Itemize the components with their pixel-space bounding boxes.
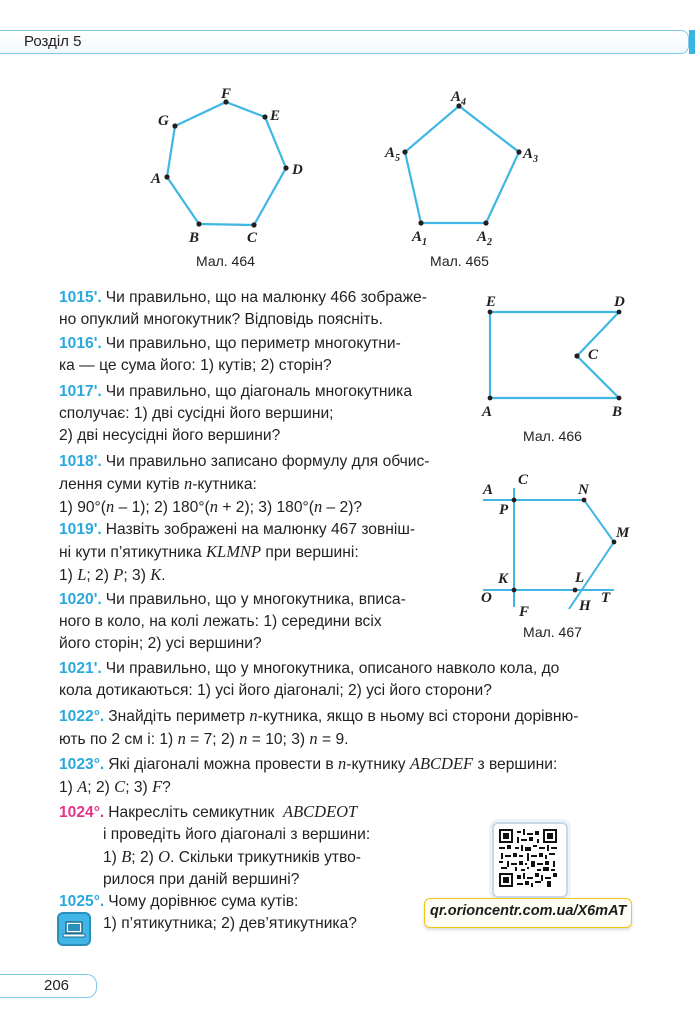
point-label: A xyxy=(482,404,493,420)
exercise-1016: 1016'. Чи правильно, що периметр многокутни- ка — це сума його: 1) кутів; 2) сторін? xyxy=(59,335,401,374)
point-label: $A_3$ xyxy=(523,146,539,165)
exercise-number: 1022°. xyxy=(59,708,105,725)
point-label: C xyxy=(588,347,599,363)
point-label: M xyxy=(616,525,630,541)
laptop-icon[interactable] xyxy=(57,912,91,946)
exercise-number: 1021'. xyxy=(59,660,102,677)
exercise-number: 1019'. xyxy=(59,521,102,538)
exercise-1024: 1024°. Накресліть семикутник ABCDEOT і проведіть його діагоналі з вершини: 1) B; 2) O. Скільки трикутників утво- рилося при даній вершині? xyxy=(59,802,371,888)
point-label: B xyxy=(189,230,200,246)
exercise-number: 1020'. xyxy=(59,591,102,608)
exercise-1015: 1015'. Чи правильно, що на малюнку 466 зображе- но опуклий многокутник? Відповідь поясніть. xyxy=(59,289,427,328)
exercise-1021: 1021'. Чи правильно, що у многокутника, описаного навколо кола, до кола дотикаються: 1) усі його діагоналі; 2) усі його сторони? xyxy=(59,660,560,699)
exercise-number: 1018'. xyxy=(59,453,102,470)
point-label: N xyxy=(578,482,589,498)
exercise-number: 1023°. xyxy=(59,756,105,773)
figure-467-caption: Мал. 467 xyxy=(523,624,582,640)
point-label: C xyxy=(247,230,258,246)
point-label: H xyxy=(579,598,591,614)
exercise-1023: 1023°. Які діагоналі можна провести в n-кутнику ABCDEF з вершини: 1) A; 2) C; 3) F? xyxy=(59,754,558,796)
point-label: G xyxy=(158,113,169,129)
figure-465-caption: Мал. 465 xyxy=(430,253,489,269)
point-label: O xyxy=(481,590,492,606)
exercise-number: 1016'. xyxy=(59,335,102,352)
point-label: A xyxy=(151,171,162,187)
point-label: $A_1$ xyxy=(412,229,428,248)
point-label: $A_2$ xyxy=(477,229,493,248)
exercise-number: 1017'. xyxy=(59,383,102,400)
point-label: E xyxy=(270,108,281,124)
point-label: D xyxy=(614,294,625,310)
figure-465 xyxy=(384,89,538,248)
point-label: K xyxy=(498,571,509,587)
figure-467 xyxy=(481,472,630,620)
qr-code[interactable] xyxy=(499,829,557,887)
point-label: A xyxy=(483,482,494,498)
point-label: $A_4$ xyxy=(451,89,467,108)
exercise-1022: 1022°. Знайдіть периметр n-кутника, якщо в ньому всі сторони дорівню- ють по 2 см і: 1) n = 7; 2) n = 10; 3) n = 9. xyxy=(59,706,579,748)
point-label: L xyxy=(575,570,585,586)
exercise-1018: 1018'. Чи правильно записано формулу для обчис- лення суми кутів n-кутника: 1) 90°(n – 1); 2) 180°(n + 2); 3) 180°(n – 2)? xyxy=(59,453,430,516)
exercise-number: 1024°. xyxy=(59,804,105,821)
section-title: Розділ 5 xyxy=(24,33,82,50)
figure-466-caption: Мал. 466 xyxy=(523,428,582,444)
exercise-1019: 1019'. Назвіть зображені на малюнку 467 зовніш- ні кути п’ятикутника KLMNP при вершині: 1) L; 2) P; 3) K. xyxy=(59,521,416,584)
exercise-number: 1015'. xyxy=(59,289,102,306)
point-label: P xyxy=(499,502,509,518)
point-label: F xyxy=(221,86,232,102)
page-number: 206 xyxy=(44,977,70,994)
point-label: C xyxy=(518,472,529,488)
qr-link-text[interactable]: qr.orioncentr.com.ua/X6mAT xyxy=(430,903,627,919)
exercise-1020: 1020'. Чи правильно, що у многокутника, вписа- ного в коло, на колі лежать: 1) середини всіх його сторін; 2) усі вершини? xyxy=(59,591,406,652)
point-label: $A_5$ xyxy=(385,145,401,164)
exercise-1025: 1025°. Чому дорівнює сума кутів: 1) п’ятикутника; 2) дев’ятикутника? xyxy=(59,893,357,932)
figure-464 xyxy=(150,86,303,246)
point-label: D xyxy=(292,162,303,178)
exercise-1017: 1017'. Чи правильно, що діагональ многокутника сполучає: 1) дві сусідні його вершини; 2) дві несусідні його вершини? xyxy=(59,383,412,444)
figure-464-caption: Мал. 464 xyxy=(196,253,255,269)
figure-466 xyxy=(481,294,625,420)
exercise-number: 1025°. xyxy=(59,893,105,910)
point-label: F xyxy=(519,604,530,620)
point-label: B xyxy=(612,404,623,420)
point-label: E xyxy=(486,294,497,310)
point-label: T xyxy=(601,590,611,606)
